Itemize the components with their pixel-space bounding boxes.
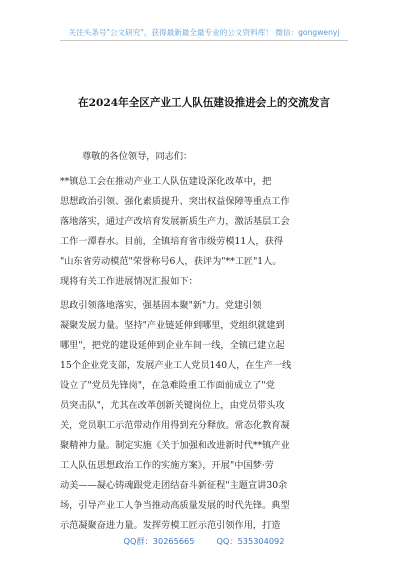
footer-contact (0, 536, 408, 547)
body-line: 思想政治引领、强化素质提升、突出权益保障等重点工作 (60, 196, 290, 207)
header-banner: 关注头条号"公文研究"，获得最新最全最专业的公文资料库！ 微信：gongwenyj (68, 28, 340, 37)
qq-group-label: QQ群： (123, 536, 153, 546)
body-line: 现将有关工作进展情况汇报如下： (60, 276, 198, 287)
body-line: 设立了"党员先锋岗"，在急难险重工作面前成立了"党 (60, 380, 275, 391)
document-title: 在2024年全区产业工人队伍建设推进会上的交流发言 (78, 97, 330, 109)
body-line: 凝聚发展力量。坚持"产业链延伸到哪里，党组织就建到 (60, 320, 285, 331)
body-line: 聚精神力量。制定实施《关于加强和改进新时代**镇产业 (60, 440, 290, 451)
body-line: 场，引导产业工人争当推动高质量发展的时代先锋。典型 (60, 500, 290, 511)
body-line: 动美——凝心铸魂跟党走团结奋斗新征程"主题宣讲30余 (60, 480, 288, 491)
body-line: 员突击队"，尤其在改革创新关键岗位上，由党员带头攻 (60, 400, 285, 411)
qq-number: 535304092 (237, 536, 285, 546)
body-line: 工作一潭春水。目前，全镇培育省市级劳模11人，获得 (60, 236, 284, 247)
body-line: 哪里"，把党的建设延伸到企业车间一线，全镇已建立起 (60, 340, 285, 351)
header-divider (60, 40, 348, 41)
body-line: 思政引领落地落实，强基固本聚"新"力。党建引领 (60, 300, 262, 311)
body-line: 落地落实，通过产改培育发展新质生产力，激活基层工会 (60, 216, 290, 227)
body-line: **镇总工会在推动产业工人队伍建设深化改革中，把 (60, 176, 272, 187)
body-line: 工人队伍思想政治工作的实施方案》，开展"中国梦·劳 (60, 460, 274, 471)
qq-group-number: 30265665 (152, 536, 195, 546)
qq-label: QQ： (216, 536, 238, 546)
body-line: 示范凝聚奋进力量。发挥劳模工匠示范引领作用，打造 (60, 520, 281, 531)
salutation: 尊敬的各位领导，同志们： (82, 151, 193, 162)
body-line: 关，党员职工示范带动作用得到充分释放。常态化教育凝 (60, 420, 290, 431)
body-line: 15个企业党支部，发展产业工人党员140人，在生产一线 (60, 360, 292, 371)
body-line: "山东省劳动模范"荣誉称号6人，获评为"**工匠"1人。 (60, 256, 282, 267)
